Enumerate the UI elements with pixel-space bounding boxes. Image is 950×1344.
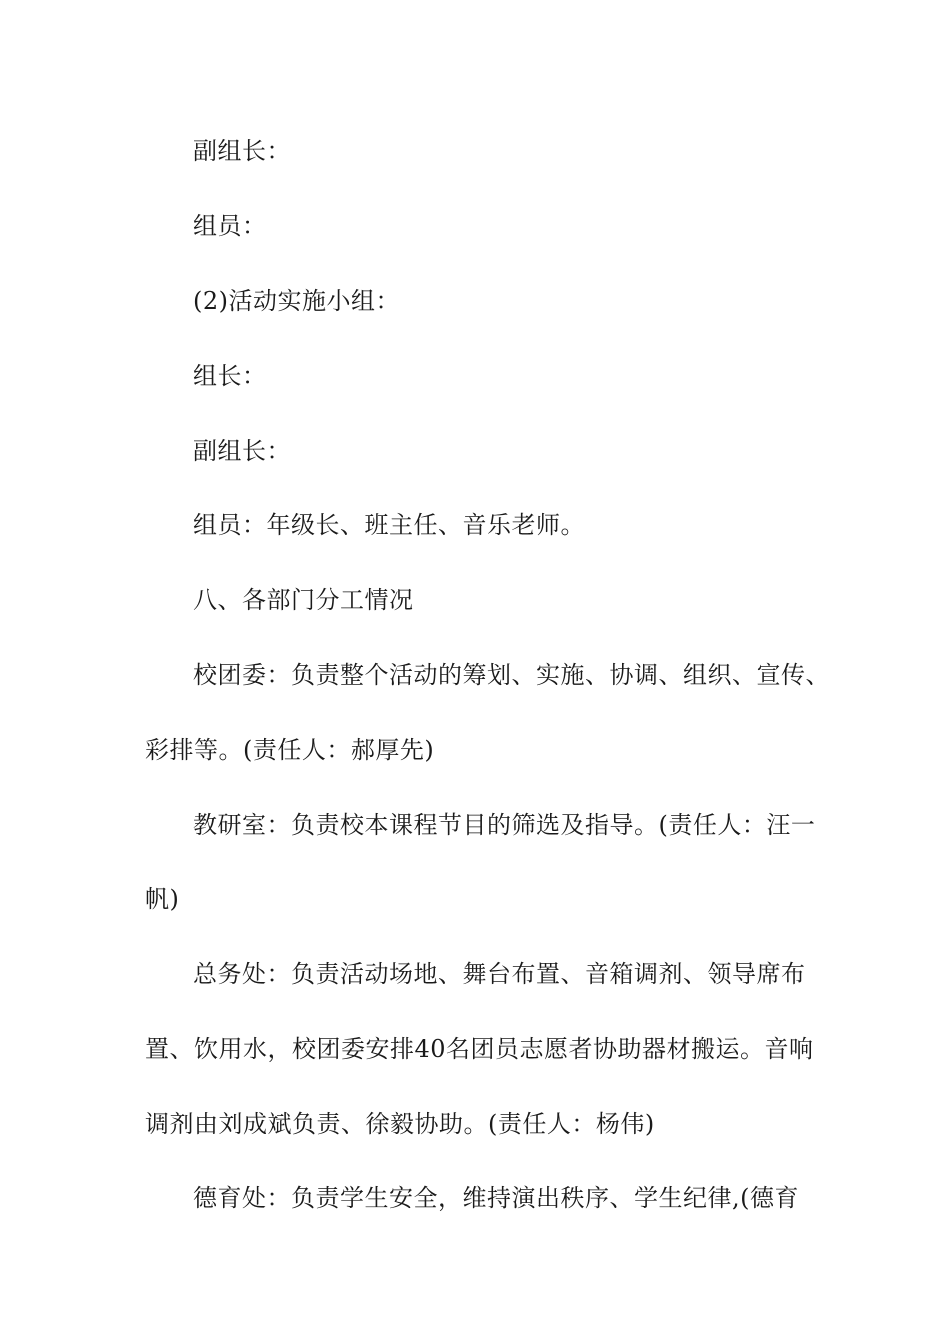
paragraph-line: 置、饮用水，校团委安排40名团员志愿者协助器材搬运。音响 <box>145 1035 814 1063</box>
section-heading: 八、各部门分工情况 <box>193 586 414 614</box>
members-label: 组员： <box>193 212 267 240</box>
paragraph-line: 德育处：负责学生安全，维持演出秩序、学生纪律,(德育 <box>193 1184 799 1212</box>
members-line: 组员：年级长、班主任、音乐老师。 <box>193 511 585 539</box>
leader-label: 组长： <box>193 362 267 390</box>
implementation-group-heading: (2)活动实施小组： <box>193 287 400 315</box>
vice-leader-label: 副组长： <box>193 137 291 165</box>
paragraph-line: 总务处：负责活动场地、舞台布置、音箱调剂、领导席布 <box>193 960 806 988</box>
vice-leader-label-2: 副组长： <box>193 437 291 465</box>
paragraph-line: 教研室：负责校本课程节目的筛选及指导。(责任人：汪一 <box>193 811 816 839</box>
paragraph-line: 帆) <box>145 885 180 913</box>
paragraph-line: 彩排等。(责任人：郝厚先) <box>145 736 435 764</box>
paragraph-line: 调剂由刘成斌负责、徐毅协助。(责任人：杨伟) <box>145 1110 655 1138</box>
paragraph-line: 校团委：负责整个活动的筹划、实施、协调、组织、宣传、 <box>193 661 830 689</box>
